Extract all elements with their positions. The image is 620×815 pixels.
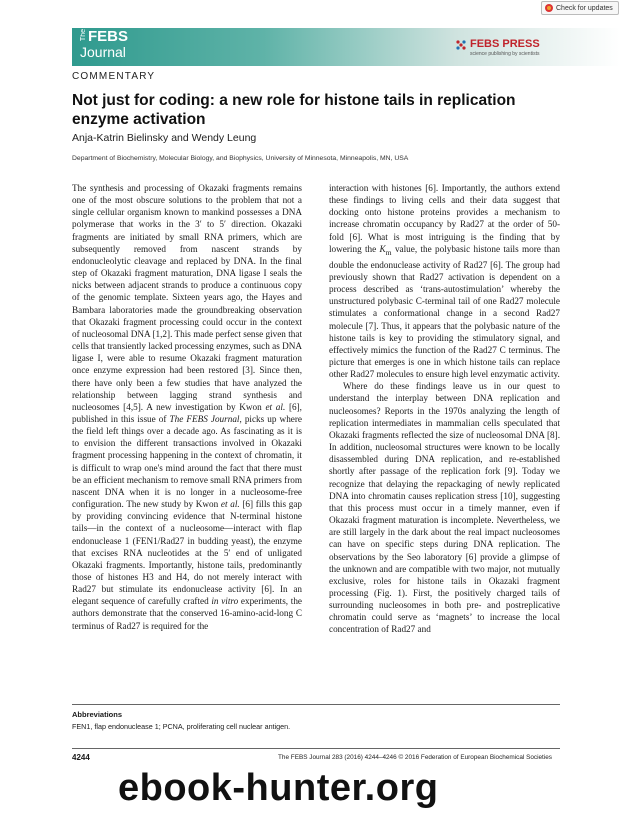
- check-for-updates-badge[interactable]: [541, 1, 619, 15]
- journal-logo-journal: Journal: [80, 44, 126, 60]
- article-category: COMMENTARY: [72, 71, 156, 82]
- journal-logo-the: The: [80, 29, 87, 42]
- body-paragraph: Where do these findings leave us in our quest to understand the interplay between DNA replication and nucleosomes? Reports in the 1970s analyzing the length of replication intermediates in mammalian cells speculated that Okazaki fragments reflected the size of nucleosomal DNA [8]. In addition, nucleosomal structures were known to be locally disassembled during DNA replication, and re-established shortly after passage of the replication fork [9]. Today we recognize that delaying the repackaging of newly replicated DNA into chromatin causes replication stress [10], suggesting that this process must occur in a timely manner, even if Okazaki fragment maturation is incomplete. Nevertheless, we are still largely in the dark about the real impact nucleosomes can have on specific steps during DNA replication. The observations by the Seo laboratory [6] provide a glimpse of the unknown and are compatible with two major, not mutually exclusive, roles for histone tails in Okazaki fragment processing (Fig. 1). First, the positively charged tails of surrounding nucleosomes in both pre- and postreplicative chromatin could serve as ‘magnets’ to increase the local concentration of Rad27 and: [329, 381, 560, 635]
- journal-logo: [80, 28, 129, 60]
- journal-logo-febs: FEBS: [88, 28, 129, 45]
- check-for-updates-label: Check for updates: [556, 4, 613, 12]
- febs-press-tagline: science publishing by scientists: [470, 51, 540, 57]
- crossmark-icon: [545, 4, 553, 12]
- abbreviations-divider: [72, 704, 560, 705]
- body-column-right: [329, 182, 560, 636]
- watermark: ebook-hunter.org: [118, 767, 439, 809]
- footer-divider: [72, 748, 560, 749]
- journal-citation: The FEBS Journal 283 (2016) 4244–4246 © 2016 Federation of European Biochemical Societies: [278, 754, 552, 761]
- article-title: Not just for coding: a new role for histone tails in replication enzyme activation: [72, 92, 516, 128]
- body-column-left: [72, 182, 302, 632]
- febs-press-dots-icon: [455, 39, 467, 51]
- article-authors: Anja-Katrin Bielinsky and Wendy Leung: [72, 132, 257, 144]
- febs-press-name: FEBS PRESS: [470, 38, 540, 50]
- abbreviations-text: FEN1, flap endonuclease 1; PCNA, proliferating cell nuclear antigen.: [72, 722, 291, 731]
- abbreviations-heading: Abbreviations: [72, 710, 123, 719]
- article-affiliation: Department of Biochemistry, Molecular Biology, and Biophysics, University of Minnesota, Minneapolis, MN, USA: [72, 155, 409, 162]
- page-number: 4244: [72, 753, 90, 762]
- body-paragraph: interaction with histones [6]. Importantly, the authors extend these findings to living cells and their data suggest that docking onto histone proteins provides a mechanism to increase chromatin occupancy by Rad27 at the order of 50-fold [6]. What is most intriguing is the finding that by lowering the $K_m$ value, the polybasic histone tails more than double the endonuclease activity of Rad27 [6]. The group had previously shown that Rad27 activation is dependent on a process described as ‘trans-autostimulation’ whereby the unstructured polybasic C-terminal tail of one Rad27 molecule stimulates a conformational change in a second Rad27 molecule [7]. Thus, it appears that the polybasic nature of the histone tails is key to providing the stimulatory signal, and effectively mimics the function of the Rad27 C terminus. The picture that emerges is one in which histone tails can replace other Rad27 molecules to ensure high level enzymatic activity.: [329, 183, 560, 380]
- body-paragraph: The synthesis and processing of Okazaki fragments remains one of the most obscure solutions to the problem that not a single cellular organism known to mankind possesses a DNA polymerase that works in the 3′ to 5′ direction. Okazaki fragments are initiated by small RNA primers, which are subsequently removed from nascent strands by endonucleolytic cleavage and replaced by DNA. In the final step of Okazaki fragment maturation, DNA ligase I seals the nicks between adjacent strands to produce a continuous copy of the genomic template. Sixteen years ago, the Hayes and Bambara laboratories made the groundbreaking observation that Okazaki fragment processing could occur in the context of nucleosomal DNA [1,2]. This made perfect sense given that cells that transiently lacked processing enzymes, such as DNA ligase I, were able to resume Okazaki fragment maturation once enzyme expression had been restored [3]. Since then, there have only been a few studies that have analyzed the relationship between lagging strand synthesis and nucleosomes [4,5]. A new investigation by Kwon et al. [6], published in this issue of The FEBS Journal, picks up where the field left things over a decade ago. As fascinating as it is to envision the different transactions involved in Okazaki fragment processing happening in the context of chromatin, it is difficult to wrap one's mind around the fact that there must be an efficient mechanism to remove small RNA primers from nascent DNA when it is no longer in a nucleosome-free configuration. The new study by Kwon et al. [6] fills this gap by providing convincing evidence that N-terminal histone tails—in the context of a nucleosome—interact with flap endonuclease 1 (FEN1/Rad27 in budding yeast), the enzyme that excises RNA nucleotides at the 5′ end of unligated Okazaki fragments. Importantly, histone tails, predominantly those of histones H3 and H4, do not merely interact with Rad27 but stimulate its endonuclease activity [6]. In an elegant sequence of carefully crafted in vitro experiments, the authors demonstrate that the conserved 16-amino-acid-long C terminus of Rad27 is required for the: [72, 183, 302, 631]
